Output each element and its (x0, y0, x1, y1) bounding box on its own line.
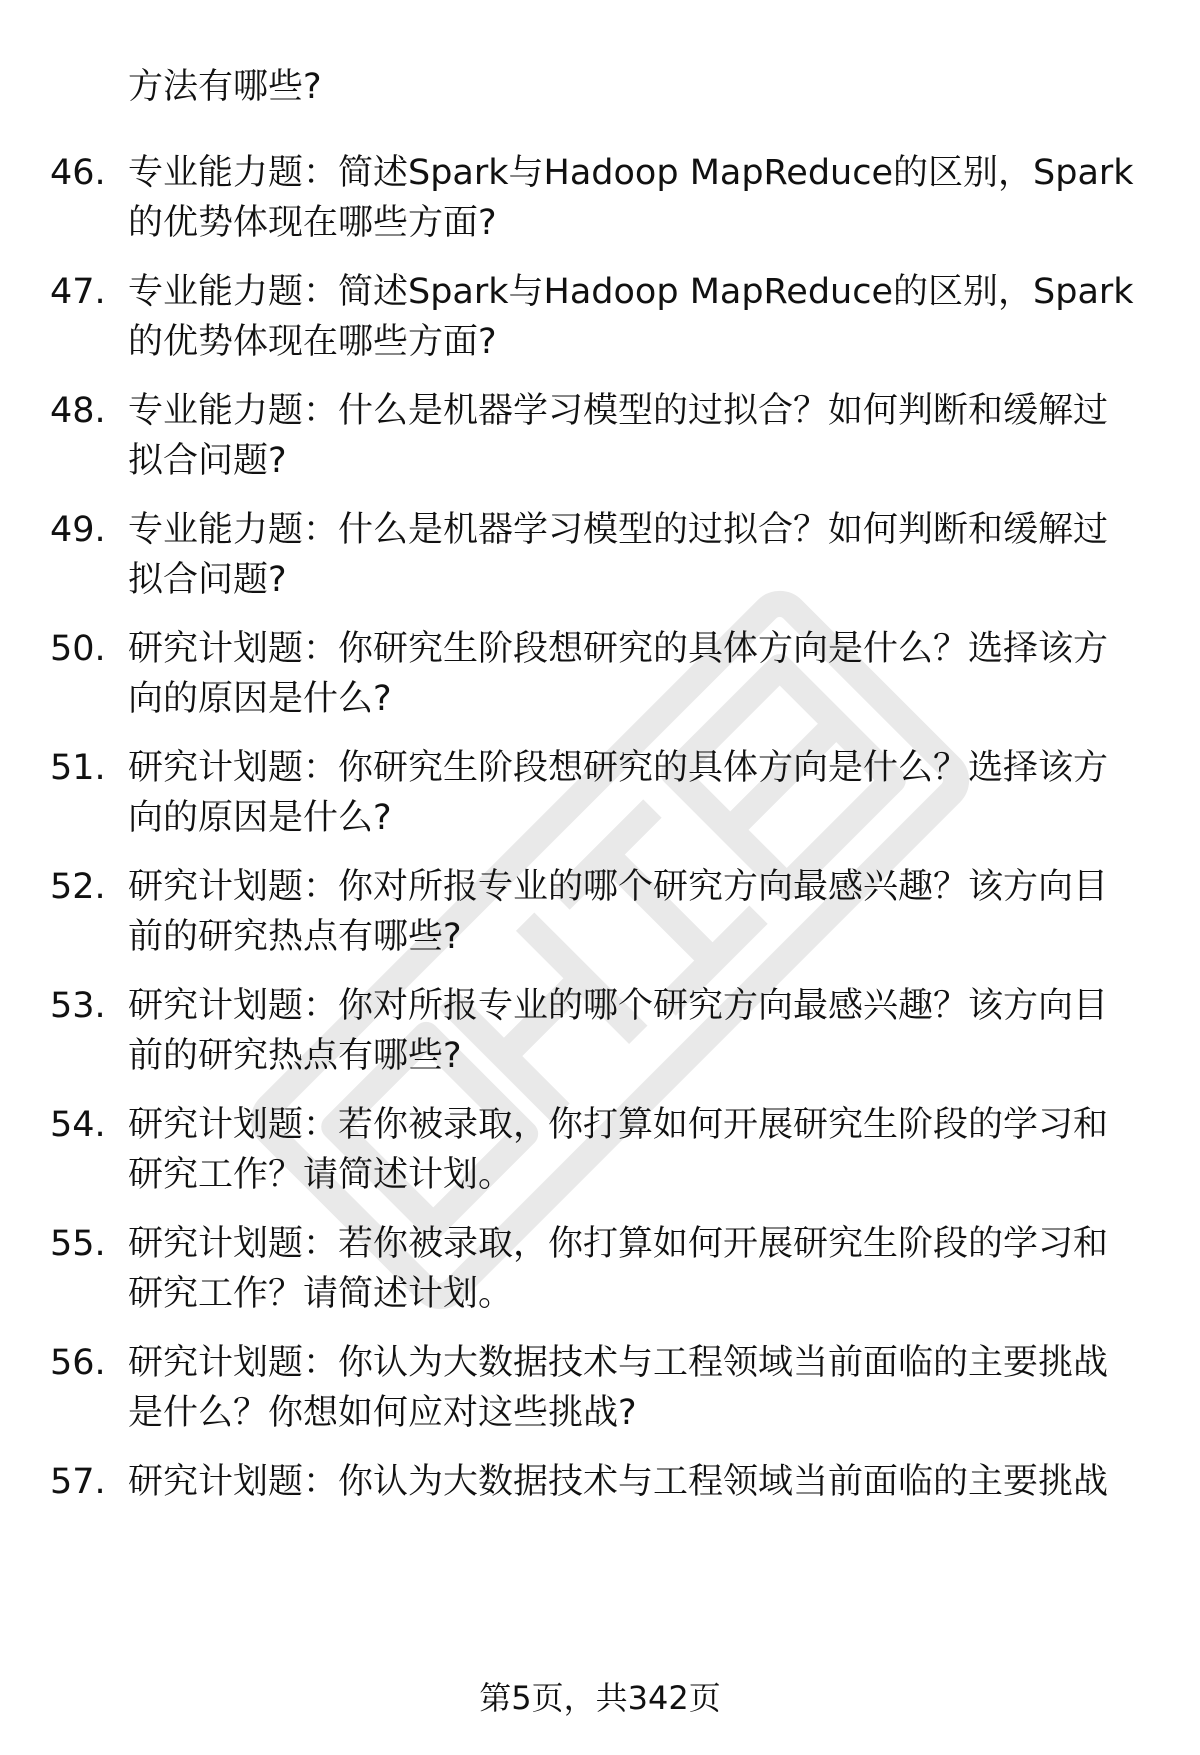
question-text-line: 研究计划题：你认为大数据技术与工程领域当前面临的主要挑战 (128, 1343, 1109, 1383)
question-text-line: 研究计划题：你认为大数据技术与工程领域当前面临的主要挑战 (128, 1462, 1109, 1502)
question-text-line: 是什么？你想如何应对这些挑战? (128, 1393, 637, 1433)
question-text (128, 1219, 1148, 1319)
question-number: 48. (50, 391, 106, 431)
question-number: 47. (50, 272, 106, 312)
question-text-line: 向的原因是什么? (128, 679, 392, 719)
question-text-line: 研究工作？请简述计划。 (128, 1155, 514, 1195)
question-text-line: 研究计划题：若你被录取，你打算如何开展研究生阶段的学习和 (128, 1105, 1109, 1145)
question-text-line: 研究计划题：你研究生阶段想研究的具体方向是什么？选择该方 (128, 748, 1109, 788)
question-text (128, 981, 1148, 1081)
question-text (128, 1100, 1148, 1200)
question-number: 50. (50, 629, 106, 669)
question-number: 54. (50, 1105, 106, 1145)
question-text-line: 的优势体现在哪些方面? (128, 203, 497, 243)
question-text-line: 研究计划题：你研究生阶段想研究的具体方向是什么？选择该方 (128, 629, 1109, 669)
question-text-line: 前的研究热点有哪些? (128, 1036, 462, 1076)
question-number: 51. (50, 748, 106, 788)
question-text-line: 研究计划题：你对所报专业的哪个研究方向最感兴趣？该方向目 (128, 986, 1109, 1026)
question-text-line: 研究计划题：若你被录取，你打算如何开展研究生阶段的学习和 (128, 1224, 1109, 1264)
question-number: 57. (50, 1462, 106, 1502)
question-text-line: 专业能力题：简述Spark与Hadoop MapReduce的区别，Spark (128, 272, 1134, 312)
question-text-line: 拟合问题? (128, 441, 287, 481)
question-text (128, 862, 1148, 962)
question-text (128, 505, 1148, 605)
question-number: 55. (50, 1224, 106, 1264)
question-text (128, 624, 1148, 724)
question-text (128, 386, 1148, 486)
question-number: 46. (50, 153, 106, 193)
question-text-line: 的优势体现在哪些方面? (128, 322, 497, 362)
question-text-line: 拟合问题? (128, 560, 287, 600)
question-text-line: 研究工作？请简述计划。 (128, 1274, 514, 1314)
question-text-line: 专业能力题：什么是机器学习模型的过拟合？如何判断和缓解过 (128, 510, 1109, 550)
continuation-text: 方法有哪些? (128, 67, 322, 107)
question-text (128, 148, 1148, 248)
question-text (128, 743, 1148, 843)
question-text (128, 1338, 1148, 1438)
question-text-line: 前的研究热点有哪些? (128, 917, 462, 957)
question-text (128, 267, 1148, 367)
question-number: 56. (50, 1343, 106, 1383)
question-number: 52. (50, 867, 106, 907)
page-footer: 第5页，共342页 (479, 1679, 721, 1717)
question-number: 49. (50, 510, 106, 550)
question-text-line: 专业能力题：简述Spark与Hadoop MapReduce的区别，Spark (128, 153, 1134, 193)
question-text-line: 研究计划题：你对所报专业的哪个研究方向最感兴趣？该方向目 (128, 867, 1109, 907)
question-text (128, 1457, 1148, 1507)
question-text-line: 向的原因是什么? (128, 798, 392, 838)
question-number: 53. (50, 986, 106, 1026)
question-text-line: 专业能力题：什么是机器学习模型的过拟合？如何判断和缓解过 (128, 391, 1109, 431)
